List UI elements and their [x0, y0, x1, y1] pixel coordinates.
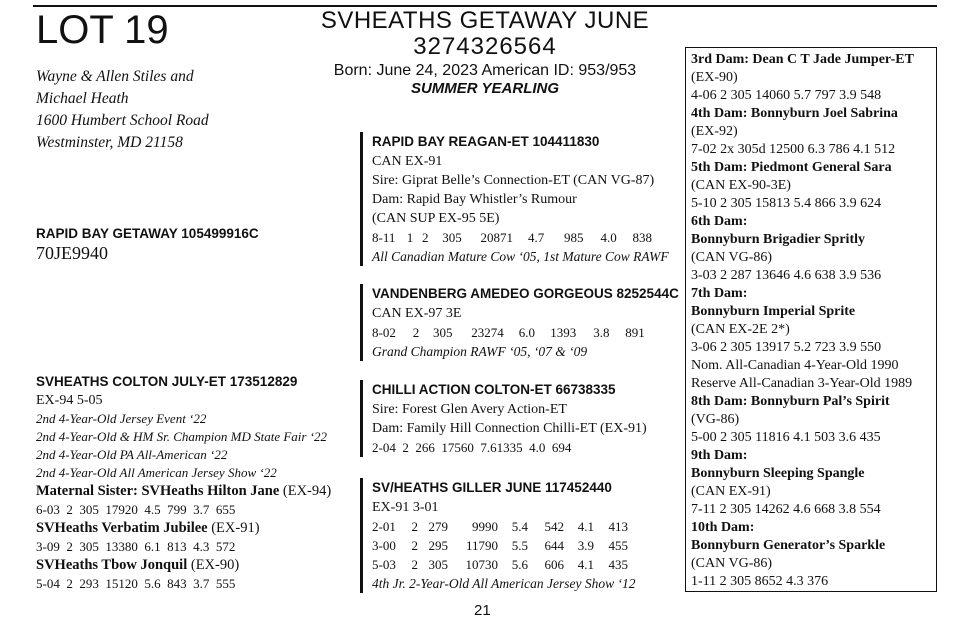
- dam-detail-line: 4-06 2 305 14060 5.7 797 3.9 548: [691, 88, 882, 103]
- dam-detail-line: 1-11 2 305 8652 4.3 376: [691, 574, 829, 589]
- show-class: SUMMER YEARLING: [410, 80, 560, 97]
- dam-classification: EX-94 5-05: [36, 393, 103, 408]
- rec-age: 2-01: [372, 519, 396, 534]
- rec-cell: 279: [428, 519, 448, 534]
- sibling-name: [36, 482, 331, 501]
- rec-cell: 606: [544, 557, 564, 572]
- rec-cell: 295: [428, 538, 448, 553]
- rec-cell: 6.0: [518, 325, 535, 340]
- dam-honor: 2nd 4-Year-Old & HM Sr. Champion MD State Fair ‘22: [36, 429, 328, 444]
- dam-detail-line: (CAN EX-91): [691, 484, 771, 499]
- dam-heading-line: Bonnyburn Generator’s Sparkle: [691, 538, 886, 553]
- sire-block: [36, 226, 259, 264]
- dam-heading-line: 7th Dam:: [691, 286, 748, 301]
- sires-dam-block: [360, 284, 679, 361]
- sire-name: RAPID BAY GETAWAY 105499916C: [36, 226, 259, 241]
- rec-cell: 2: [411, 557, 418, 572]
- sires-sire-line: Dam: Rapid Bay Whistler’s Rumour: [372, 192, 577, 207]
- rec-cell: 2: [411, 538, 418, 553]
- dam-detail-line: 7-02 2x 305d 12500 6.3 786 4.1 512: [691, 142, 896, 157]
- rec-cell: 2: [412, 325, 420, 340]
- sibling-name-text: SVHeaths Tbow Jonquil: [36, 557, 188, 573]
- dams-sire-line: Sire: Forest Glen Avery Action-ET: [372, 402, 567, 417]
- dams-sire-record: 2-04 2 266 17560 7.61335 4.0 694: [372, 440, 572, 455]
- dams-dam-record: [372, 536, 635, 555]
- dam-detail-line: 3-06 2 305 13917 5.2 723 3.9 550: [691, 340, 882, 355]
- dams-sire-name: CHILLI ACTION COLTON-ET 66738335: [372, 382, 616, 397]
- rec-cell: 23274: [471, 325, 504, 340]
- rec-age: 3-00: [372, 538, 396, 553]
- dam-detail-line: 7-11 2 305 14262 4.6 668 3.8 554: [691, 502, 881, 517]
- rec-cell: 5.4: [511, 519, 528, 534]
- dams-dam-name: SV/HEATHS GILLER JUNE 117452440: [372, 480, 612, 495]
- rec-age: 5-03: [372, 557, 396, 572]
- rec-cell: 4.1: [577, 557, 594, 572]
- sires-dam-name: VANDENBERG AMEDEO GORGEOUS 8252544C: [372, 286, 679, 301]
- sibling-name: [36, 519, 331, 538]
- sires-sire-line: CAN EX-91: [372, 154, 443, 169]
- owner-line: 1600 Humbert School Road: [36, 112, 209, 129]
- rec-cell: 5.5: [511, 538, 528, 553]
- sibling-record: 6-03 2 305 17920 4.5 799 3.7 655: [36, 502, 236, 517]
- sires-sire-line: (CAN SUP EX-95 5E): [372, 211, 500, 226]
- extended-dams-list: [691, 51, 931, 591]
- dam-detail-line: 5-10 2 305 15813 5.4 866 3.9 624: [691, 196, 882, 211]
- dam-honor: 2nd 4-Year-Old Jersey Event ‘22: [36, 411, 207, 426]
- rec-cell: 305: [442, 230, 462, 245]
- owner-line: Wayne & Allen Stiles and: [36, 68, 194, 85]
- dam-heading-line: 3rd Dam: Dean C T Jade Jumper-ET: [691, 52, 914, 67]
- sires-dam-honor: Grand Champion RAWF ‘05, ‘07 & ‘09: [372, 344, 588, 359]
- dam-detail-line: (CAN VG-86): [691, 250, 773, 265]
- dam-heading-line: 4th Dam: Bonnyburn Joel Sabrina: [691, 106, 898, 121]
- sire-code: 70JE9940: [36, 243, 108, 263]
- dams-dam-line: EX-91 3-01: [372, 500, 439, 515]
- dam-name: SVHEATHS COLTON JULY-ET 173512829: [36, 374, 298, 389]
- dam-detail-line: Nom. All-Canadian 4-Year-Old 1990: [691, 358, 899, 373]
- rec-cell: 9990: [472, 519, 498, 534]
- rec-cell: 5.6: [511, 557, 528, 572]
- owner-line: Michael Heath: [36, 90, 129, 107]
- sires-sire-line: Sire: Giprat Belle’s Connection-ET (CAN VG-87): [372, 173, 655, 188]
- lot-number: LOT 19: [36, 8, 169, 52]
- dam-heading-line: Bonnyburn Brigadier Spritly: [691, 232, 866, 247]
- sires-sire-honor: All Canadian Mature Cow ‘05, 1st Mature Cow RAWF: [372, 249, 669, 264]
- dam-honor: 2nd 4-Year-Old PA All-American ‘22: [36, 447, 228, 462]
- rec-cell: 3.8: [593, 325, 610, 340]
- rec-cell: 305: [433, 325, 453, 340]
- dams-dam-record: [372, 517, 635, 536]
- dam-detail-line: Reserve All-Canadian 3-Year-Old 1989: [691, 376, 913, 391]
- extended-dams-box: [685, 47, 937, 592]
- sires-dam-record: [372, 323, 679, 342]
- sibling-record: 3-09 2 305 13380 6.1 813 4.3 572: [36, 539, 236, 554]
- dam-detail-line: (VG-86): [691, 412, 740, 427]
- rec-cell: 413: [608, 519, 628, 534]
- page-number: 21: [474, 602, 491, 619]
- rec-cell: 4.1: [577, 519, 594, 534]
- dam-heading-line: Bonnyburn Imperial Sprite: [691, 304, 856, 319]
- dam-honor: 2nd 4-Year-Old All American Jersey Show ‘22: [36, 465, 277, 480]
- animal-header: [290, 8, 680, 98]
- dam-detail-line: (CAN VG-86): [691, 556, 773, 571]
- dam-heading-line: 9th Dam:: [691, 448, 748, 463]
- rec-cell: 10730: [465, 557, 498, 572]
- dams-dam-honor: 4th Jr. 2-Year-Old All American Jersey Show ‘12: [372, 576, 636, 591]
- dam-detail-line: 3-03 2 287 13646 4.6 638 3.9 536: [691, 268, 882, 283]
- owner-address: [36, 66, 209, 154]
- dam-heading-line: 5th Dam: Piedmont General Sara: [691, 160, 892, 175]
- rec-cell: 20871: [480, 230, 513, 245]
- sires-sire-record: [372, 228, 669, 247]
- sires-sire-name: RAPID BAY REAGAN-ET 104411830: [372, 134, 600, 149]
- registration-number: 3274326564: [413, 33, 557, 60]
- dam-detail-line: 5-00 2 305 11816 4.1 503 3.6 435: [691, 430, 881, 445]
- rec-cell: 838: [632, 230, 652, 245]
- sibling-name-text: Maternal Sister: SVHeaths Hilton Jane: [36, 483, 280, 499]
- dam-heading-line: 10th Dam:: [691, 520, 755, 535]
- rec-cell: 435: [608, 557, 628, 572]
- dam-detail-line: (CAN EX-2E 2*): [691, 322, 790, 337]
- dam-detail-line: (EX-90): [691, 70, 738, 85]
- dams-sire-line: Dam: Family Hill Connection Chilli-ET (EX-91): [372, 421, 647, 436]
- rec-age: 8-11: [372, 230, 396, 245]
- dams-dam-block: [360, 478, 635, 593]
- rec-cell: 4.0: [600, 230, 617, 245]
- rec-cell: 985: [564, 230, 584, 245]
- sibling-rating: (EX-94): [279, 483, 332, 499]
- animal-name: SVHEATHS GETAWAY JUNE: [320, 7, 650, 34]
- rec-cell: 644: [544, 538, 564, 553]
- dam-heading-line: 8th Dam: Bonnyburn Pal’s Spirit: [691, 394, 890, 409]
- rec-cell: 11790: [465, 538, 498, 553]
- dam-heading-line: 6th Dam:: [691, 214, 748, 229]
- born-line: Born: June 24, 2023 American ID: 953/953: [333, 62, 637, 79]
- owner-line: Westminster, MD 21158: [36, 134, 183, 151]
- sibling-rating: (EX-90): [187, 557, 240, 573]
- sibling-name: [36, 556, 331, 575]
- sibling-name-text: SVHeaths Verbatim Jubilee: [36, 520, 208, 536]
- sibling-rating: (EX-91): [207, 520, 260, 536]
- dam-detail-line: (CAN EX-90-3E): [691, 178, 791, 193]
- rec-cell: 455: [608, 538, 628, 553]
- rec-cell: 4.7: [528, 230, 545, 245]
- rec-cell: 542: [544, 519, 564, 534]
- dams-dam-record: [372, 555, 635, 574]
- dams-sire-block: [360, 380, 647, 457]
- sires-sire-block: [360, 132, 669, 266]
- sibling-record: 5-04 2 293 15120 5.6 843 3.7 555: [36, 576, 236, 591]
- dam-detail-line: (EX-92): [691, 124, 738, 139]
- rec-cell: 891: [625, 325, 645, 340]
- rec-cell: 305: [428, 557, 448, 572]
- rec-cell: 1: [406, 230, 414, 245]
- rec-cell: 1393: [550, 325, 577, 340]
- rec-cell: 2: [422, 230, 429, 245]
- dam-heading-line: Bonnyburn Sleeping Spangle: [691, 466, 865, 481]
- rec-age: 8-02: [372, 325, 396, 340]
- rec-cell: 2: [411, 519, 418, 534]
- sires-dam-line: CAN EX-97 3E: [372, 306, 462, 321]
- rec-cell: 3.9: [577, 538, 594, 553]
- dam-block: [36, 372, 331, 593]
